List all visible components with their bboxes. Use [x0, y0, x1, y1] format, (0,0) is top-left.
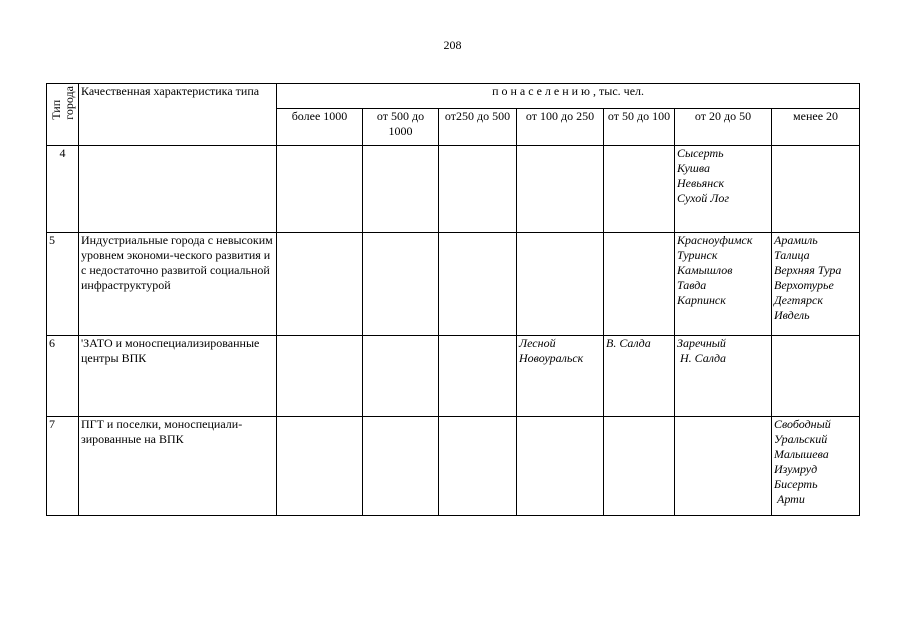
city-cell [675, 233, 772, 336]
characteristic-header: Качественная характеристика типа [79, 84, 277, 146]
city-cell [772, 233, 860, 336]
column-header: от 500 до 1000 [363, 109, 439, 146]
column-header: более 1000 [277, 109, 363, 146]
column-header: от 50 до 100 [604, 109, 675, 146]
city-cell [675, 417, 772, 516]
city-name: Н. Салда [677, 351, 727, 365]
city-name: Дегтярск [774, 293, 823, 307]
city-cell [277, 417, 363, 516]
population-header: п о н а с е л е н и ю , тыс. чел. [277, 84, 860, 109]
city-name: В. Салда [606, 336, 651, 350]
city-name: Сысерть [677, 146, 724, 160]
row-type-number: 5 [47, 233, 79, 336]
city-cell [277, 146, 363, 233]
city-cell [517, 417, 604, 516]
city-cell [772, 417, 860, 516]
city-name: Талица [774, 248, 810, 262]
city-cell [604, 417, 675, 516]
city-cell [363, 336, 439, 417]
city-name: Тавда [677, 278, 707, 292]
city-cell [675, 336, 772, 417]
city-name: Карпинск [677, 293, 726, 307]
city-name: Сухой Лог [677, 191, 730, 205]
city-cell [277, 233, 363, 336]
city-name: Верхотурье [774, 278, 834, 292]
city-name: Красноуфимск [677, 233, 753, 247]
city-name: Заречный [677, 336, 726, 350]
city-name: Кушва [677, 161, 710, 175]
city-cell [439, 336, 517, 417]
table-row [47, 146, 860, 233]
city-name: Туринск [677, 248, 718, 262]
row-description: 'ЗАТО и моноспециализированные центры ВПК [79, 336, 277, 417]
city-name: Малышева [774, 447, 829, 461]
city-cell [604, 336, 675, 417]
city-name: Новоуральск [519, 351, 584, 365]
type-header: Тип города [49, 86, 76, 120]
city-type-table [46, 83, 860, 516]
table-row [47, 336, 860, 417]
city-cell [363, 146, 439, 233]
city-name: Свободный [774, 417, 831, 431]
city-name: Изумруд [774, 462, 818, 476]
city-cell [363, 233, 439, 336]
city-cell [439, 233, 517, 336]
row-type-number: 7 [47, 417, 79, 516]
city-name: Лесной [519, 336, 556, 350]
row-type-number: 4 [47, 146, 79, 233]
city-cell [772, 336, 860, 417]
city-cell [277, 336, 363, 417]
city-name: Невьянск [677, 176, 725, 190]
city-cell [439, 417, 517, 516]
city-name: Камышлов [677, 263, 733, 277]
city-name: Уральский [774, 432, 828, 446]
city-cell [675, 146, 772, 233]
column-header: от 20 до 50 [675, 109, 772, 146]
city-cell [439, 146, 517, 233]
city-cell [517, 233, 604, 336]
row-description: Индустриальные города с невысоким уровнем экономи-ческого развития и с недостаточно развитой социальной инфраструктурой [79, 233, 277, 336]
page-number: 208 [443, 38, 462, 52]
table-row [47, 233, 860, 336]
city-cell [517, 146, 604, 233]
type-header-cell [47, 84, 79, 146]
city-name: Бисерть [774, 477, 818, 491]
city-cell [772, 146, 860, 233]
city-cell [604, 146, 675, 233]
city-name: Арти [774, 492, 805, 506]
row-description [79, 146, 277, 233]
city-name: Верхняя Тура [774, 263, 842, 277]
row-type-number: 6 [47, 336, 79, 417]
city-name: Арамиль [774, 233, 818, 247]
city-name: Ивдель [774, 308, 810, 322]
table-row [47, 417, 860, 516]
city-cell [604, 233, 675, 336]
column-header: от250 до 500 [439, 109, 517, 146]
city-cell [363, 417, 439, 516]
city-cell [517, 336, 604, 417]
column-header: менее 20 [772, 109, 860, 146]
row-description: ПГТ и поселки, моноспециали-зированные на ВПК [79, 417, 277, 516]
column-header: от 100 до 250 [517, 109, 604, 146]
